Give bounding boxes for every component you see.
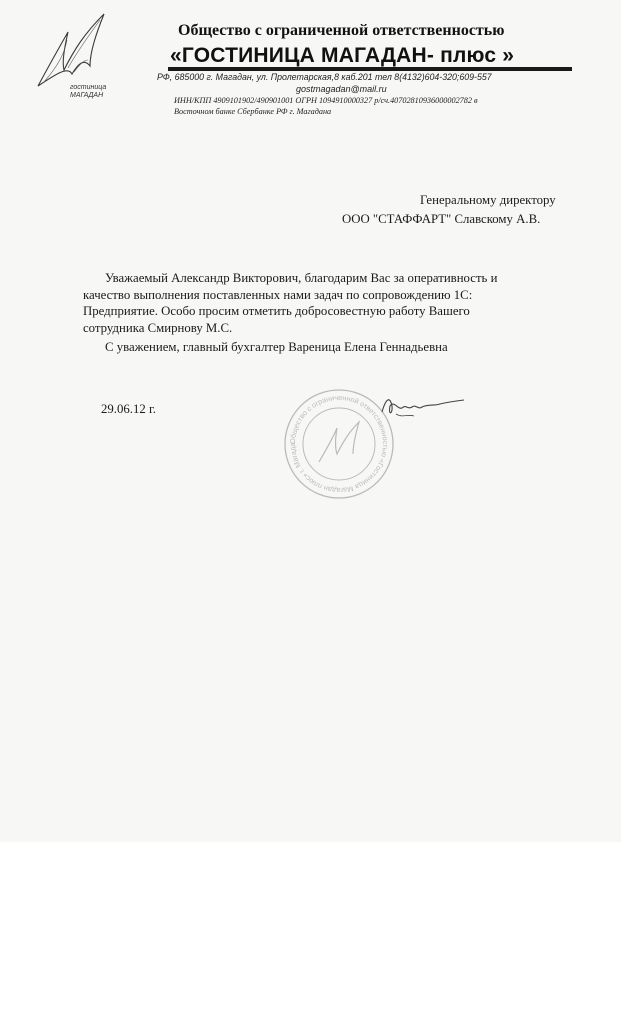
org-registration: ИНН/КПП 4909101902/490901001 ОГРН 1094910000327 р/сч.40702810936000002782 в — [174, 96, 478, 105]
addressee-title: Генеральному директору — [420, 193, 556, 207]
logo-caption-line: гостиница — [70, 84, 107, 91]
org-bank: Восточном банке Сбербанке РФ г. Магадана — [174, 107, 332, 116]
letter-date: 29.06.12 г. — [101, 402, 156, 416]
svg-text:Общество с ограниченной ответс: Общество с ограниченной ответственностью «Гостиница Магадан плюс» г. Магада — [287, 392, 391, 496]
closing-line: С уважением, главный бухгалтер Вареница Елена Геннадьевна — [105, 340, 448, 354]
addressee-name: ООО "СТАФФАРТ" Славскому А.В. — [342, 212, 541, 226]
body-line: сотрудника Смирнову М.С. — [83, 320, 233, 335]
logo-caption — [70, 84, 120, 100]
logo-caption-line: МАГАДАН — [70, 92, 104, 99]
signature — [378, 392, 468, 420]
org-name: «ГОСТИНИЦА МАГАДАН- плюс » — [170, 44, 515, 67]
org-type: Общество с ограниченной ответственностью — [178, 22, 505, 39]
header-rule — [168, 67, 572, 71]
body-line: Уважаемый Александр Викторович, благодарим Вас за оперативность и — [105, 271, 498, 285]
letter-body — [83, 270, 573, 336]
org-address: РФ, 685000 г. Магадан, ул. Пролетарская,8 каб.201 тел 8(4132)604-320;609-557 — [157, 72, 492, 82]
body-line: качество выполнения поставленных нами задач по сопровождению 1С: — [83, 287, 473, 302]
body-line: Предприятие. Особо просим отметить добросовестную работу Вашего — [83, 304, 470, 318]
org-email: gostmagadan@mail.ru — [296, 84, 387, 94]
